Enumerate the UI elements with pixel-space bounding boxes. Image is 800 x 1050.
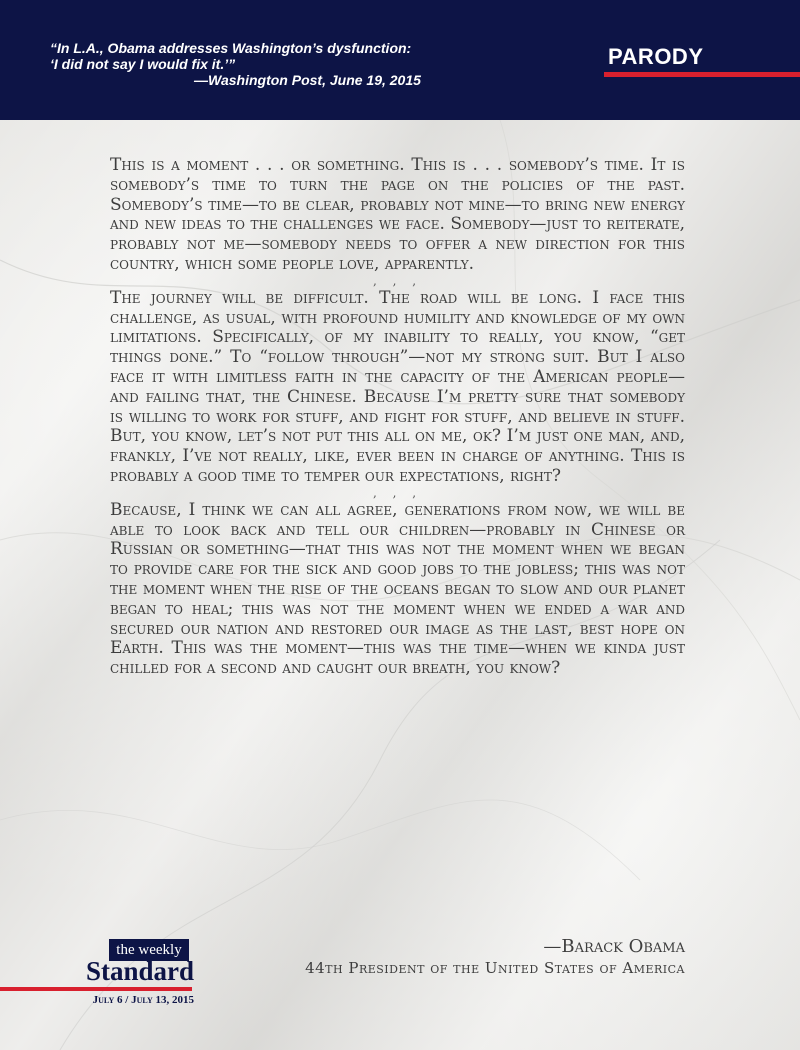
- speech-paragraph-2: The journey will be difficult. The road will be long. I face this challenge, as usual, with profound humility and knowledge of my own limitations. Specifically, of my inability to really, you know, “get things done.” To “follow through”—not my strong suit. But I also face it with limitless faith in the capacity of the American people—and failing that, the Chinese. Because I’m pretty sure that somebody is willing to work for stuff, and fight for stuff, and believe in stuff. But, you know, let’s not put this all on me, ok? I’m just one man, and, frankly, I’ve not really, like, ever been in charge of anything. This is probably a good time to temper our expectations, right?: [110, 287, 686, 486]
- masthead-small-label: the weekly: [109, 939, 189, 961]
- parody-label: PARODY: [608, 44, 704, 69]
- speech-paragraph-3: Because, I think we can all agree, generations from now, we will be able to look back and tell our children—probably in Chinese or Russian or something—that this was not the moment when we began to provide care for the sick and good jobs to the jobless; this was not the moment when the rise of the oceans began to slow and our planet began to heal; this was not the moment when we ended a war and secured our nation and restored our image as the last, best hope on Earth. This was the moment—this was the time—when we kinda just chilled for a second and caught our breath, you know?: [110, 499, 686, 679]
- speech-text: [110, 156, 685, 679]
- paragraph-separator: , , ,: [372, 485, 423, 500]
- parody-header-bar: [0, 0, 800, 120]
- issue-date: July 6 / July 13, 2015: [92, 994, 194, 1006]
- quote-line-1: “In L.A., Obama addresses Washington’s dysfunction:: [50, 40, 412, 56]
- signature-title: 44th President of the United States of America: [305, 959, 685, 977]
- paragraph-separator: , , ,: [372, 273, 423, 288]
- masthead-logo: Standard: [85, 956, 194, 986]
- parody-red-rule: [604, 72, 800, 77]
- quote-line-2: ‘I did not say I would fix it.’”: [50, 56, 236, 72]
- speech-paragraph-1: This is a moment . . . or something. This is . . . somebody’s time. It is somebody’s time to turn the page on the policies of the past. Somebody’s time—to be clear, probably not mine—to bring new energy and new ideas to the challenges we face. Somebody—just to reiterate, probably not me—somebody needs to offer a new direction for this country, which some people love, apparently.: [110, 155, 685, 274]
- signature-block: [240, 936, 685, 978]
- masthead-red-rule: [0, 987, 192, 991]
- signature-name: —Barack Obama: [543, 936, 685, 957]
- quote-source: —Washington Post, June 19, 2015: [194, 72, 421, 88]
- epigraph-quote: [50, 40, 470, 88]
